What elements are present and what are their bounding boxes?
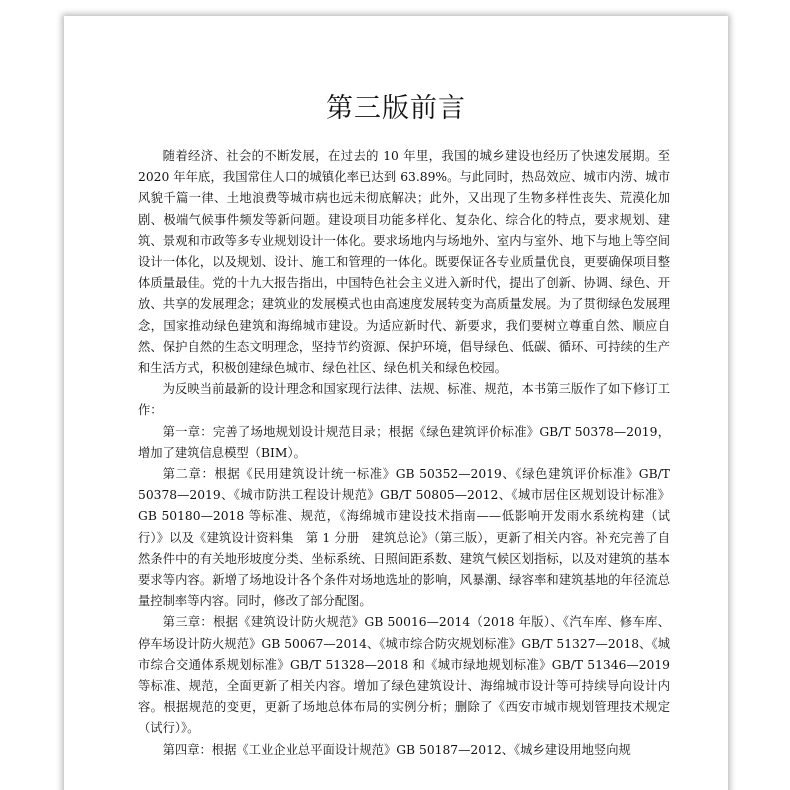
paragraph-chapter-1: 第一章：完善了场地规划设计规范目录；根据《绿色建筑评价标准》GB/T 50378—2019，增加了建筑信息模型（BIM）。: [138, 424, 670, 460]
body-text: [138, 146, 670, 761]
paragraph-chapter-4: 第四章：根据《工业企业总平面设计规范》GB 50187—2012、《城乡建设用地竖向规: [162, 742, 631, 757]
paragraph-chapter-2: 第二章：根据《民用建筑设计统一标准》GB 50352—2019、《绿色建筑评价标准》GB/T 50378—2019、《城市防洪工程设计规范》GB/T 50805—2012、《城市居住区规划设计标准》GB 50180—2018 等标准、规范，《海绵城市建设技术指南——低影响开发雨水系统构建（试行）》以及《建筑设计资料集 第 1 分册 建筑总论》（第三版），更新了相关内容。补充完善了自然条件中的有关地形坡度分类、坐标系统、日照间距系数、建筑气候区划指标，以及对建筑的基本要求等内容。新增了场地设计各个条件对场地选址的影响，风暴潮、绿容率和建筑基地的年径流总量控制率等内容。同时，修改了部分配图。: [138, 467, 670, 609]
paragraph-chapter-3: 第三章：根据《建筑设计防火规范》GB 50016—2014（2018 年版）、《汽车库、修车库、停车场设计防火规范》GB 50067—2014、《城市综合防灾规划标准》GB/T 51327—2018、《城市综合交通体系规划标准》GB/T 51328—2018 和《城市绿地规划标准》GB/T 51346—2019 等标准、规范，全面更新了相关内容。增加了绿色建筑设计、海绵城市设计等可持续导向设计内容。根据规范的变更，更新了场地总体布局的实例分析；删除了《西安市城市规划管理技术规定（试行）》。: [138, 615, 670, 736]
document-page: [64, 16, 728, 790]
page-title: 第三版前言: [326, 93, 466, 124]
paragraph-intro: 随着经济、社会的不断发展，在过去的 10 年里，我国的城乡建设也经历了快速发展期。至 2020 年年底，我国常住人口的城镇化率已达到 63.89%。与此同时，热岛效应、城市内涝、城市风貌千篇一律、土地浪费等城市病也远未彻底解决；此外，又出现了生物多样性丧失、荒漠化加剧、极端气候事件频发等新问题。建设项目功能多样化、复杂化、综合化的特点，要求规划、建筑、景观和市政等多专业规划设计一体化。要求场地内与场地外、室内与室外、地下与地上等空间设计一体化，以及规划、设计、施工和管理的一体化。既要保证各专业质量优良，更要确保项目整体质量最佳。党的十九大报告指出，中国特色社会主义进入新时代，提出了创新、协调、绿色、开放、共享的发展理念；建筑业的发展模式也由高速度发展转变为高质量发展。为了贯彻绿色发展理念，国家推动绿色建筑和海绵城市建设。为适应新时代、新要求，我们要树立尊重自然、顺应自然、保护自然的生态文明理念，坚持节约资源、保护环境，倡导绿色、低碳、循环、可持续的生产和生活方式，积极创建绿色城市、绿色社区、绿色机关和绿色校园。: [138, 149, 670, 376]
paragraph-revision-summary: 为反映当前最新的设计理念和国家现行法律、法规、标准、规范，本书第三版作了如下修订工作：: [138, 382, 670, 418]
